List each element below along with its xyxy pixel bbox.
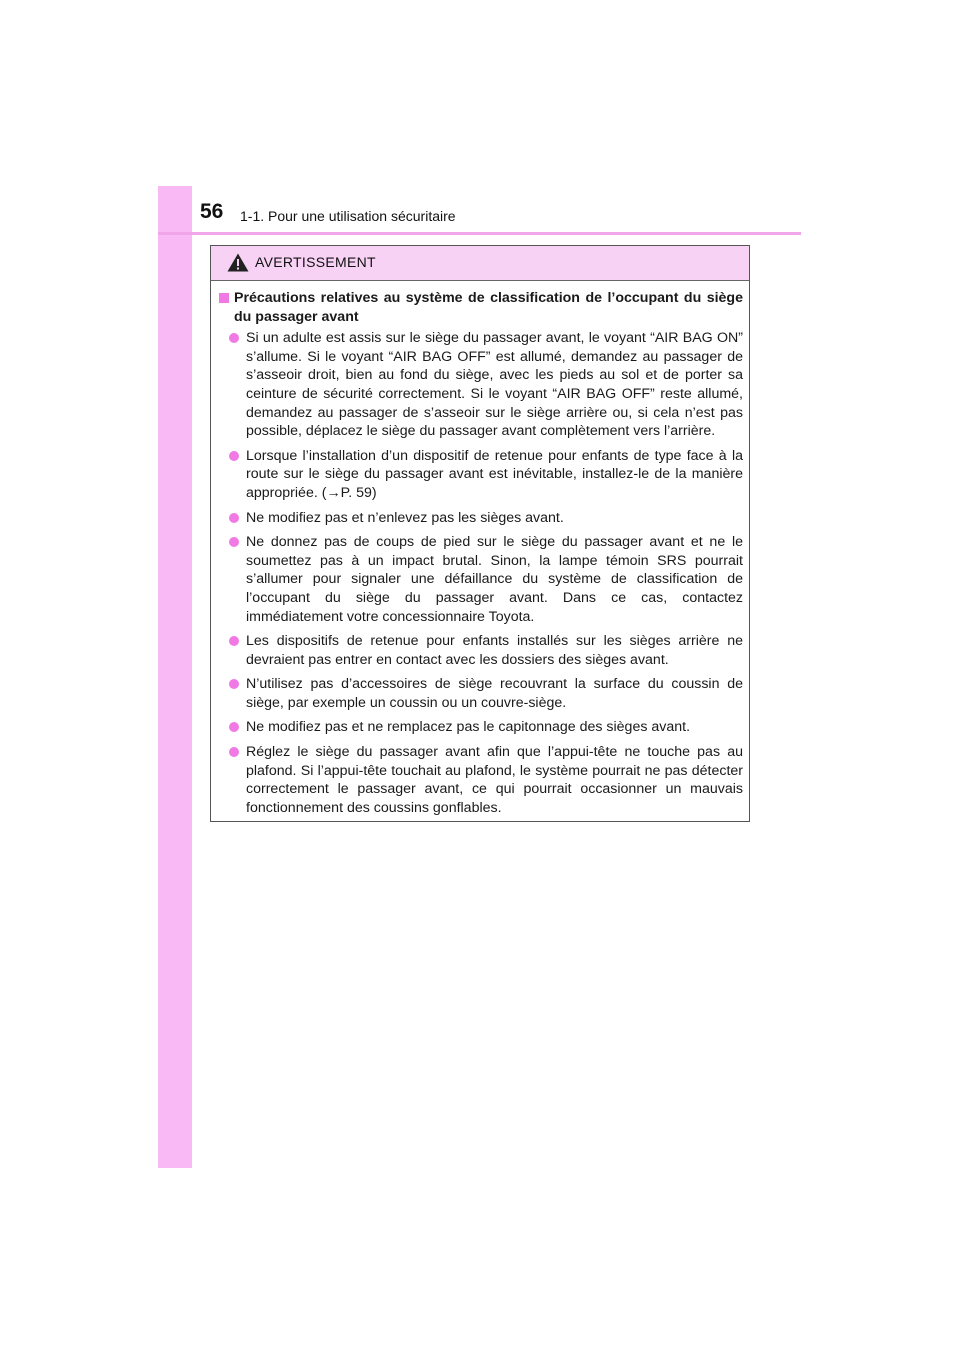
list-item xyxy=(217,743,743,817)
page-number: 56 xyxy=(200,200,224,223)
section-title: 1-1. Pour une utilisation sécuritaire xyxy=(240,208,456,224)
header-rule xyxy=(158,232,801,235)
bullet-dot-icon xyxy=(229,722,239,732)
list-item-text: Réglez le siège du passager avant afin que l’appui-tête ne touche pas au plafond. Si l’appui-tête touchait au plafond, le système pourrait ne pas détecter correctement le passager avant, ce qui pourrait occasionner un mauvais fonctionnement des coussins gonflables. xyxy=(246,744,743,816)
bullet-dot-icon xyxy=(229,537,239,547)
warning-header xyxy=(211,246,749,281)
list-item-text: Lorsque l’installation d’un dispositif de retenue pour enfants de type face à la route sur le siège du passager avant est inévitable, installez-le de la manière appropriée. (→P. 59) xyxy=(246,447,743,501)
list-item xyxy=(217,447,743,503)
list-item xyxy=(217,509,743,528)
warning-title: AVERTISSEMENT xyxy=(255,254,376,270)
list-item-text: Si un adulte est assis sur le siège du passager avant, le voyant “AIR BAG ON” s’allume. Si le voyant “AIR BAG OFF” est allumé, demandez au passager de s’asseoir droit, bien au fond du siège, avec les pieds au sol et de porter sa ceinture de sécurité correctement. Si le voyant “AIR BAG OFF” reste allumé, demandez au passager de s’asseoir sur le siège arrière ou, si cela n’est pas possible, déplacez le siège du passager avant complètement vers l’arrière. xyxy=(246,330,743,440)
bullet-dot-icon xyxy=(229,451,239,461)
side-tab-strip xyxy=(158,186,192,1168)
list-item-text: Ne modifiez pas et ne remplacez pas le capitonnage des sièges avant. xyxy=(246,719,691,736)
list-item-text: Les dispositifs de retenue pour enfants installés sur les sièges arrière ne devraient pas entrer en contact avec les dossiers des sièges avant. xyxy=(246,633,743,668)
list-item-text: N’utilisez pas d’accessoires de siège recouvrant la surface du coussin de siège, par exemple un coussin ou un couvre-siège. xyxy=(246,676,743,711)
list-item xyxy=(217,533,743,626)
bullet-dot-icon xyxy=(229,636,239,646)
list-item-text: Ne modifiez pas et n’enlevez pas les sièges avant. xyxy=(246,509,564,526)
list-item xyxy=(217,329,743,441)
square-bullet-icon xyxy=(219,293,229,303)
warning-content xyxy=(211,281,749,817)
list-item xyxy=(217,718,743,737)
bullet-dot-icon xyxy=(229,333,239,343)
subheading-text: Précautions relatives au système de classification de l’occupant du siège du passager avant xyxy=(234,290,743,325)
bullet-dot-icon xyxy=(229,513,239,523)
warning-box xyxy=(210,245,750,822)
list-item xyxy=(217,632,743,669)
list-item xyxy=(217,675,743,712)
list-item-text: Ne donnez pas de coups de pied sur le siège du passager avant et ne le soumettez pas à un impact brutal. Sinon, la lampe témoin SRS pourrait s’allumer pour signaler une défaillance du système de classification de l’occupant du siège du passager avant. Dans ce cas, contactez immédiatement votre concessionnaire Toyota. xyxy=(246,534,743,625)
warning-subheading xyxy=(217,289,743,326)
bullet-dot-icon xyxy=(229,747,239,757)
bullet-dot-icon xyxy=(229,679,239,689)
warning-triangle-icon xyxy=(227,253,249,272)
